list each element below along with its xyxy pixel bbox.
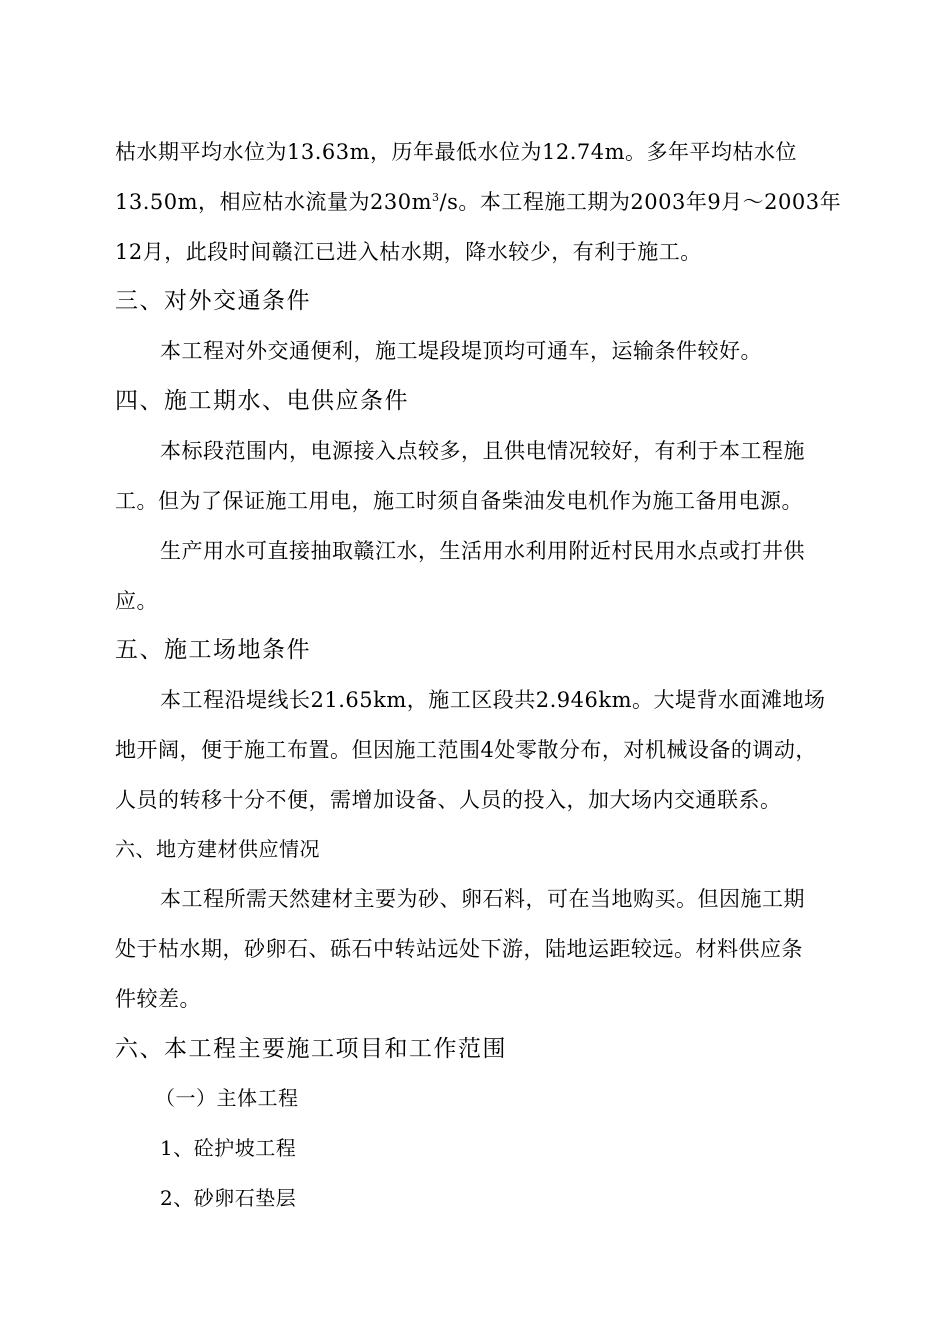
paragraph-line: 人员的转移十分不便，需增加设备、人员的投入，加大场内交通联系。 [115,788,782,812]
paragraph-line: 地开阔，便于施工布置。但因施工范围4处零散分布，对机械设备的调动， [115,738,817,762]
paragraph-line [115,187,841,217]
section-heading: 四、施工期水、电供应条件 [115,388,409,414]
paragraph-line: 本标段范围内，电源接入点较多，且供电情况较好，有利于本工程施 [160,439,805,463]
superscript: 3 [432,191,440,204]
paragraph-line: 本工程对外交通便利，施工堤段堤顶均可通车，运输条件较好。 [160,339,762,363]
paragraph-line: 工。但为了保证施工用电，施工时须自备柴油发电机作为施工备用电源。 [115,489,803,513]
section-heading: 五、施工场地条件 [115,637,311,663]
text-run: 13.50m，相应枯水流量为230m [115,190,433,214]
section-heading: 六、地方建材供应情况 [115,837,320,861]
list-item: 2、砂卵石垫层 [160,1186,297,1210]
paragraph-line: 处于枯水期，砂卵石、砾石中转站远处下游，陆地运距较远。材料供应条 [115,937,803,961]
paragraph-line: 件较差。 [115,987,201,1011]
paragraph-line: 枯水期平均水位为13.63m，历年最低水位为12.74m。多年平均枯水位 [115,140,798,164]
paragraph-line: 本工程所需天然建材主要为砂、卵石料，可在当地购买。但因施工期 [160,887,805,911]
paragraph-line: 应。 [115,589,158,613]
section-heading: 六、本工程主要施工项目和工作范围 [115,1036,507,1062]
paragraph-line: 12月，此段时间赣江已进入枯水期，降水较少，有利于施工。 [115,240,702,264]
subsection-heading: （一）主体工程 [155,1086,299,1110]
paragraph-line: 生产用水可直接抽取赣江水，生活用水利用附近村民用水点或打井供 [160,539,805,563]
list-item: 1、砼护坡工程 [160,1136,297,1160]
text-run: /s。本工程施工期为2003年9月～2003年 [439,190,842,214]
section-heading: 三、对外交通条件 [115,288,311,314]
paragraph-line: 本工程沿堤线长21.65km，施工区段共2.946km。大堤背水面滩地场 [160,688,826,712]
